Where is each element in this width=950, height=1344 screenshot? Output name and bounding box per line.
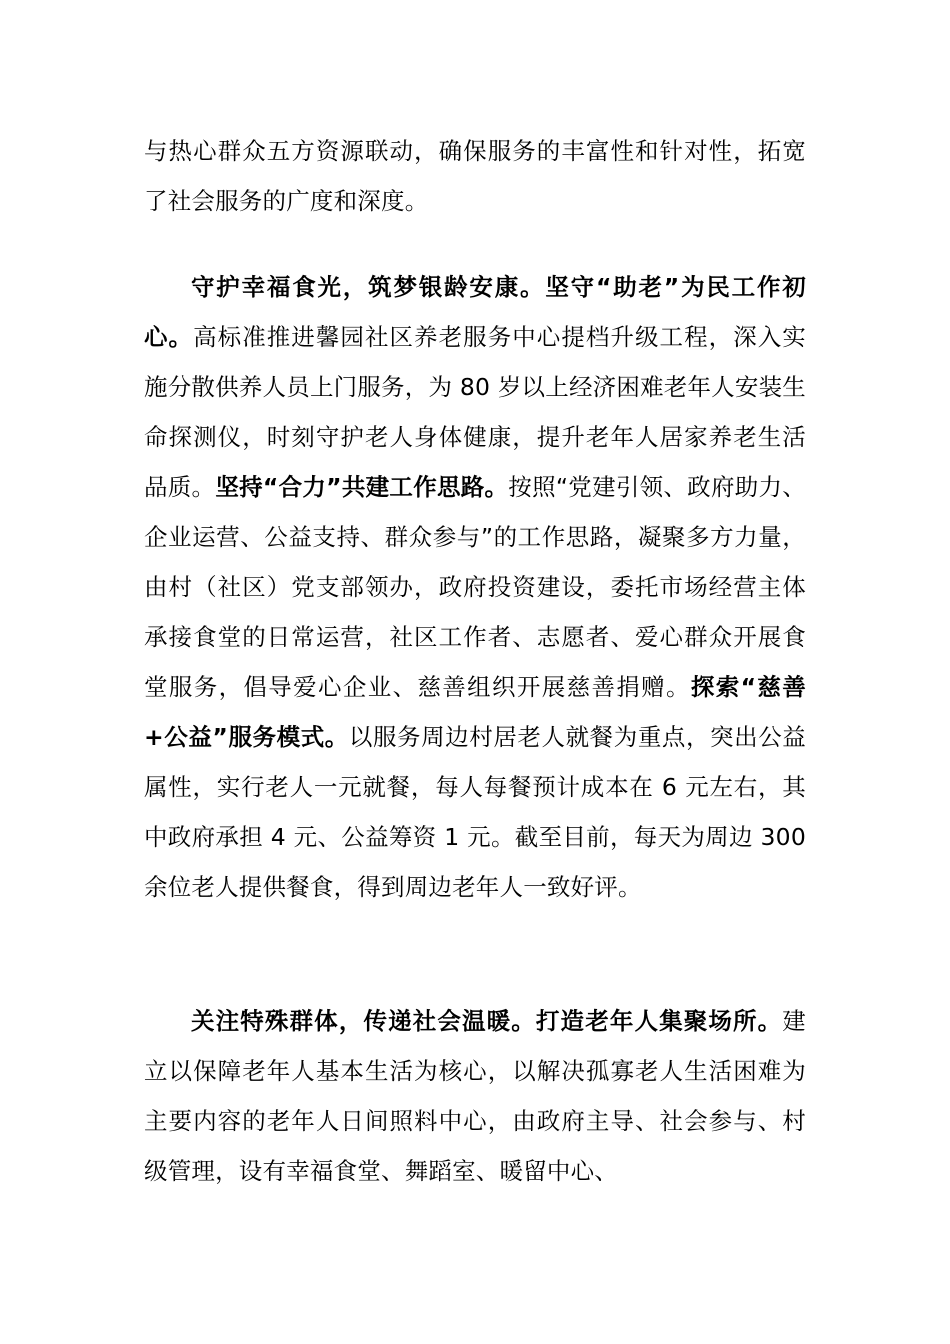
text-run: 高标准推进馨园社区养老服务中心提档升级工程，深入实施分散供养人员上门服务，为 80 岁以上经济困难老年人安装生命探测仪，时刻守护老人身体健康，提升老年人居家养老生活品质。	[144, 323, 807, 501]
text-run: 与热心群众五方资源联动，确保服务的丰富性和针对性，拓宽了社会服务的广度和深度。	[144, 137, 806, 215]
paragraph-continuation	[144, 126, 806, 226]
heading-run: 守护幸福食光，筑梦银龄安康。坚守“助老”为民工作初心。	[144, 273, 806, 351]
paragraph-special-groups	[144, 996, 806, 1196]
heading-run: 坚持“合力”共建工作思路。	[215, 473, 509, 501]
text-run: 以服务周边村居老人就餐为重点，突出公益属性，实行老人一元就餐，每人每餐预计成本在 6 元左右，其中政府承担 4 元、公益筹资 1 元。截至目前，每天为周边 300 余位老人提供餐食，得到周边老年人一致好评。	[144, 723, 806, 901]
text-run: 按照“党建引领、政府助力、企业运营、公益支持、群众参与”的工作思路，凝聚多方力量，由村（社区）党支部领办，政府投资建设，委托市场经营主体承接食堂的日常运营，社区工作者、志愿者、爱心群众开展食堂服务，倡导爱心企业、慈善组织开展慈善捐赠。	[144, 473, 806, 701]
document-page	[144, 0, 806, 1344]
paragraph-elderly-dining	[144, 262, 806, 912]
text-run: 建立以保障老年人基本生活为核心，以解决孤寡老人生活困难为主要内容的老年人日间照料中心，由政府主导、社会参与、村级管理，设有幸福食堂、舞蹈室、暖留中心、	[144, 1007, 806, 1185]
heading-run: 探索“慈善+公益”服务模式。	[144, 673, 806, 751]
heading-run: 关注特殊群体，传递社会温暖。打造老年人集聚场所。	[191, 1007, 783, 1035]
